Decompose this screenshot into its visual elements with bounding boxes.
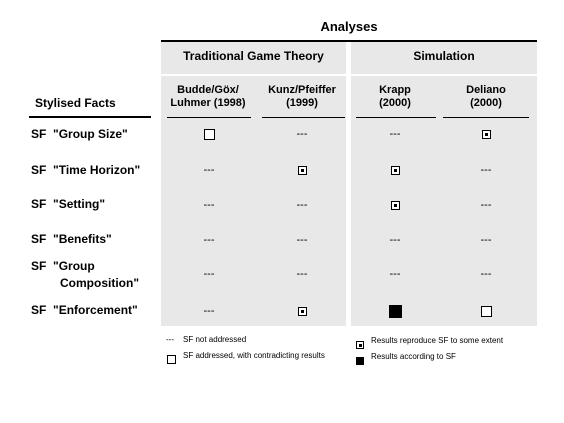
column-header-line1: Deliano bbox=[466, 84, 506, 96]
result-cell bbox=[164, 127, 254, 141]
result-cell: --- bbox=[203, 305, 215, 317]
legend-empty-symbol bbox=[167, 351, 176, 369]
row-label bbox=[31, 127, 128, 142]
column-rule bbox=[356, 117, 436, 118]
column-header-line2: (1999) bbox=[286, 97, 318, 109]
column-header bbox=[256, 84, 348, 110]
result-cell: --- bbox=[296, 199, 308, 211]
row-prefix: SF bbox=[31, 303, 47, 317]
row-text: "Setting" bbox=[53, 197, 106, 211]
row-label bbox=[31, 197, 105, 212]
row-label bbox=[31, 259, 95, 274]
result-cell bbox=[350, 163, 440, 177]
stylised-facts-rule bbox=[29, 116, 151, 118]
partial-square-icon bbox=[391, 166, 400, 175]
row-text: "Benefits" bbox=[53, 232, 112, 246]
legend-partial-text: Results reproduce SF to some extent bbox=[371, 336, 504, 345]
row-label bbox=[31, 303, 138, 318]
group-traditional: Traditional Game Theory bbox=[183, 49, 324, 63]
partial-square-icon bbox=[298, 307, 307, 316]
empty-square-icon bbox=[167, 355, 176, 364]
column-header-line1: Kunz/Pfeiffer bbox=[268, 84, 336, 96]
stylised-facts-header: Stylised Facts bbox=[35, 96, 116, 110]
result-cell bbox=[441, 304, 531, 318]
column-header bbox=[162, 84, 254, 110]
result-cell bbox=[441, 127, 531, 141]
result-cell: --- bbox=[480, 234, 492, 246]
result-cell: --- bbox=[389, 234, 401, 246]
result-cell: --- bbox=[389, 268, 401, 280]
result-cell: --- bbox=[203, 234, 215, 246]
result-cell: --- bbox=[296, 268, 308, 280]
result-cell: --- bbox=[203, 164, 215, 176]
row-prefix: SF bbox=[31, 163, 47, 177]
result-cell: --- bbox=[389, 128, 401, 140]
legend-full-symbol bbox=[356, 352, 364, 370]
column-header bbox=[440, 84, 532, 110]
legend-full-text: Results according to SF bbox=[371, 352, 456, 361]
column-header bbox=[350, 84, 440, 110]
result-cell bbox=[257, 163, 347, 177]
row-prefix: SF bbox=[31, 127, 47, 141]
column-rule bbox=[443, 117, 529, 118]
partial-square-icon bbox=[391, 201, 400, 210]
row-text: "Time Horizon" bbox=[53, 163, 141, 177]
partial-square-icon bbox=[482, 130, 491, 139]
empty-square-icon bbox=[204, 129, 215, 140]
row-text: "Enforcement" bbox=[53, 303, 138, 317]
row-label bbox=[31, 163, 140, 178]
result-cell: --- bbox=[203, 268, 215, 280]
partial-square-icon bbox=[298, 166, 307, 175]
result-cell: --- bbox=[296, 234, 308, 246]
column-header-line2: (2000) bbox=[470, 97, 502, 109]
column-header-line1: Budde/Göx/ bbox=[177, 84, 239, 96]
legend-none-text: SF not addressed bbox=[183, 335, 247, 344]
full-square-icon bbox=[356, 357, 364, 365]
group-rule bbox=[161, 74, 537, 76]
column-header-line2: (2000) bbox=[379, 97, 411, 109]
row-text: "Group bbox=[53, 259, 95, 273]
row-prefix: SF bbox=[31, 197, 47, 211]
analyses-title: Analyses bbox=[320, 19, 378, 34]
result-cell: --- bbox=[480, 199, 492, 211]
full-square-icon bbox=[389, 305, 402, 318]
group-simulation: Simulation bbox=[413, 49, 475, 63]
row-label bbox=[31, 232, 112, 247]
result-cell bbox=[257, 304, 347, 318]
empty-square-icon bbox=[481, 306, 492, 317]
title-rule bbox=[161, 40, 537, 42]
column-header-line2: Luhmer (1998) bbox=[170, 97, 246, 109]
legend-none-symbol: --- bbox=[166, 335, 174, 344]
partial-square-icon bbox=[356, 341, 364, 349]
row-prefix: SF bbox=[31, 232, 47, 246]
column-rule bbox=[262, 117, 345, 118]
result-cell: --- bbox=[296, 128, 308, 140]
result-cell bbox=[350, 198, 440, 212]
row-label-continued: Composition" bbox=[60, 276, 140, 290]
row-text: "Group Size" bbox=[53, 127, 128, 141]
result-cell: --- bbox=[203, 199, 215, 211]
column-rule bbox=[167, 117, 251, 118]
result-cell bbox=[350, 304, 440, 318]
column-header-line1: Krapp bbox=[379, 84, 411, 96]
result-cell: --- bbox=[480, 164, 492, 176]
row-prefix: SF bbox=[31, 259, 47, 273]
legend-empty-text: SF addressed, with contradicting results bbox=[183, 351, 325, 360]
result-cell: --- bbox=[480, 268, 492, 280]
